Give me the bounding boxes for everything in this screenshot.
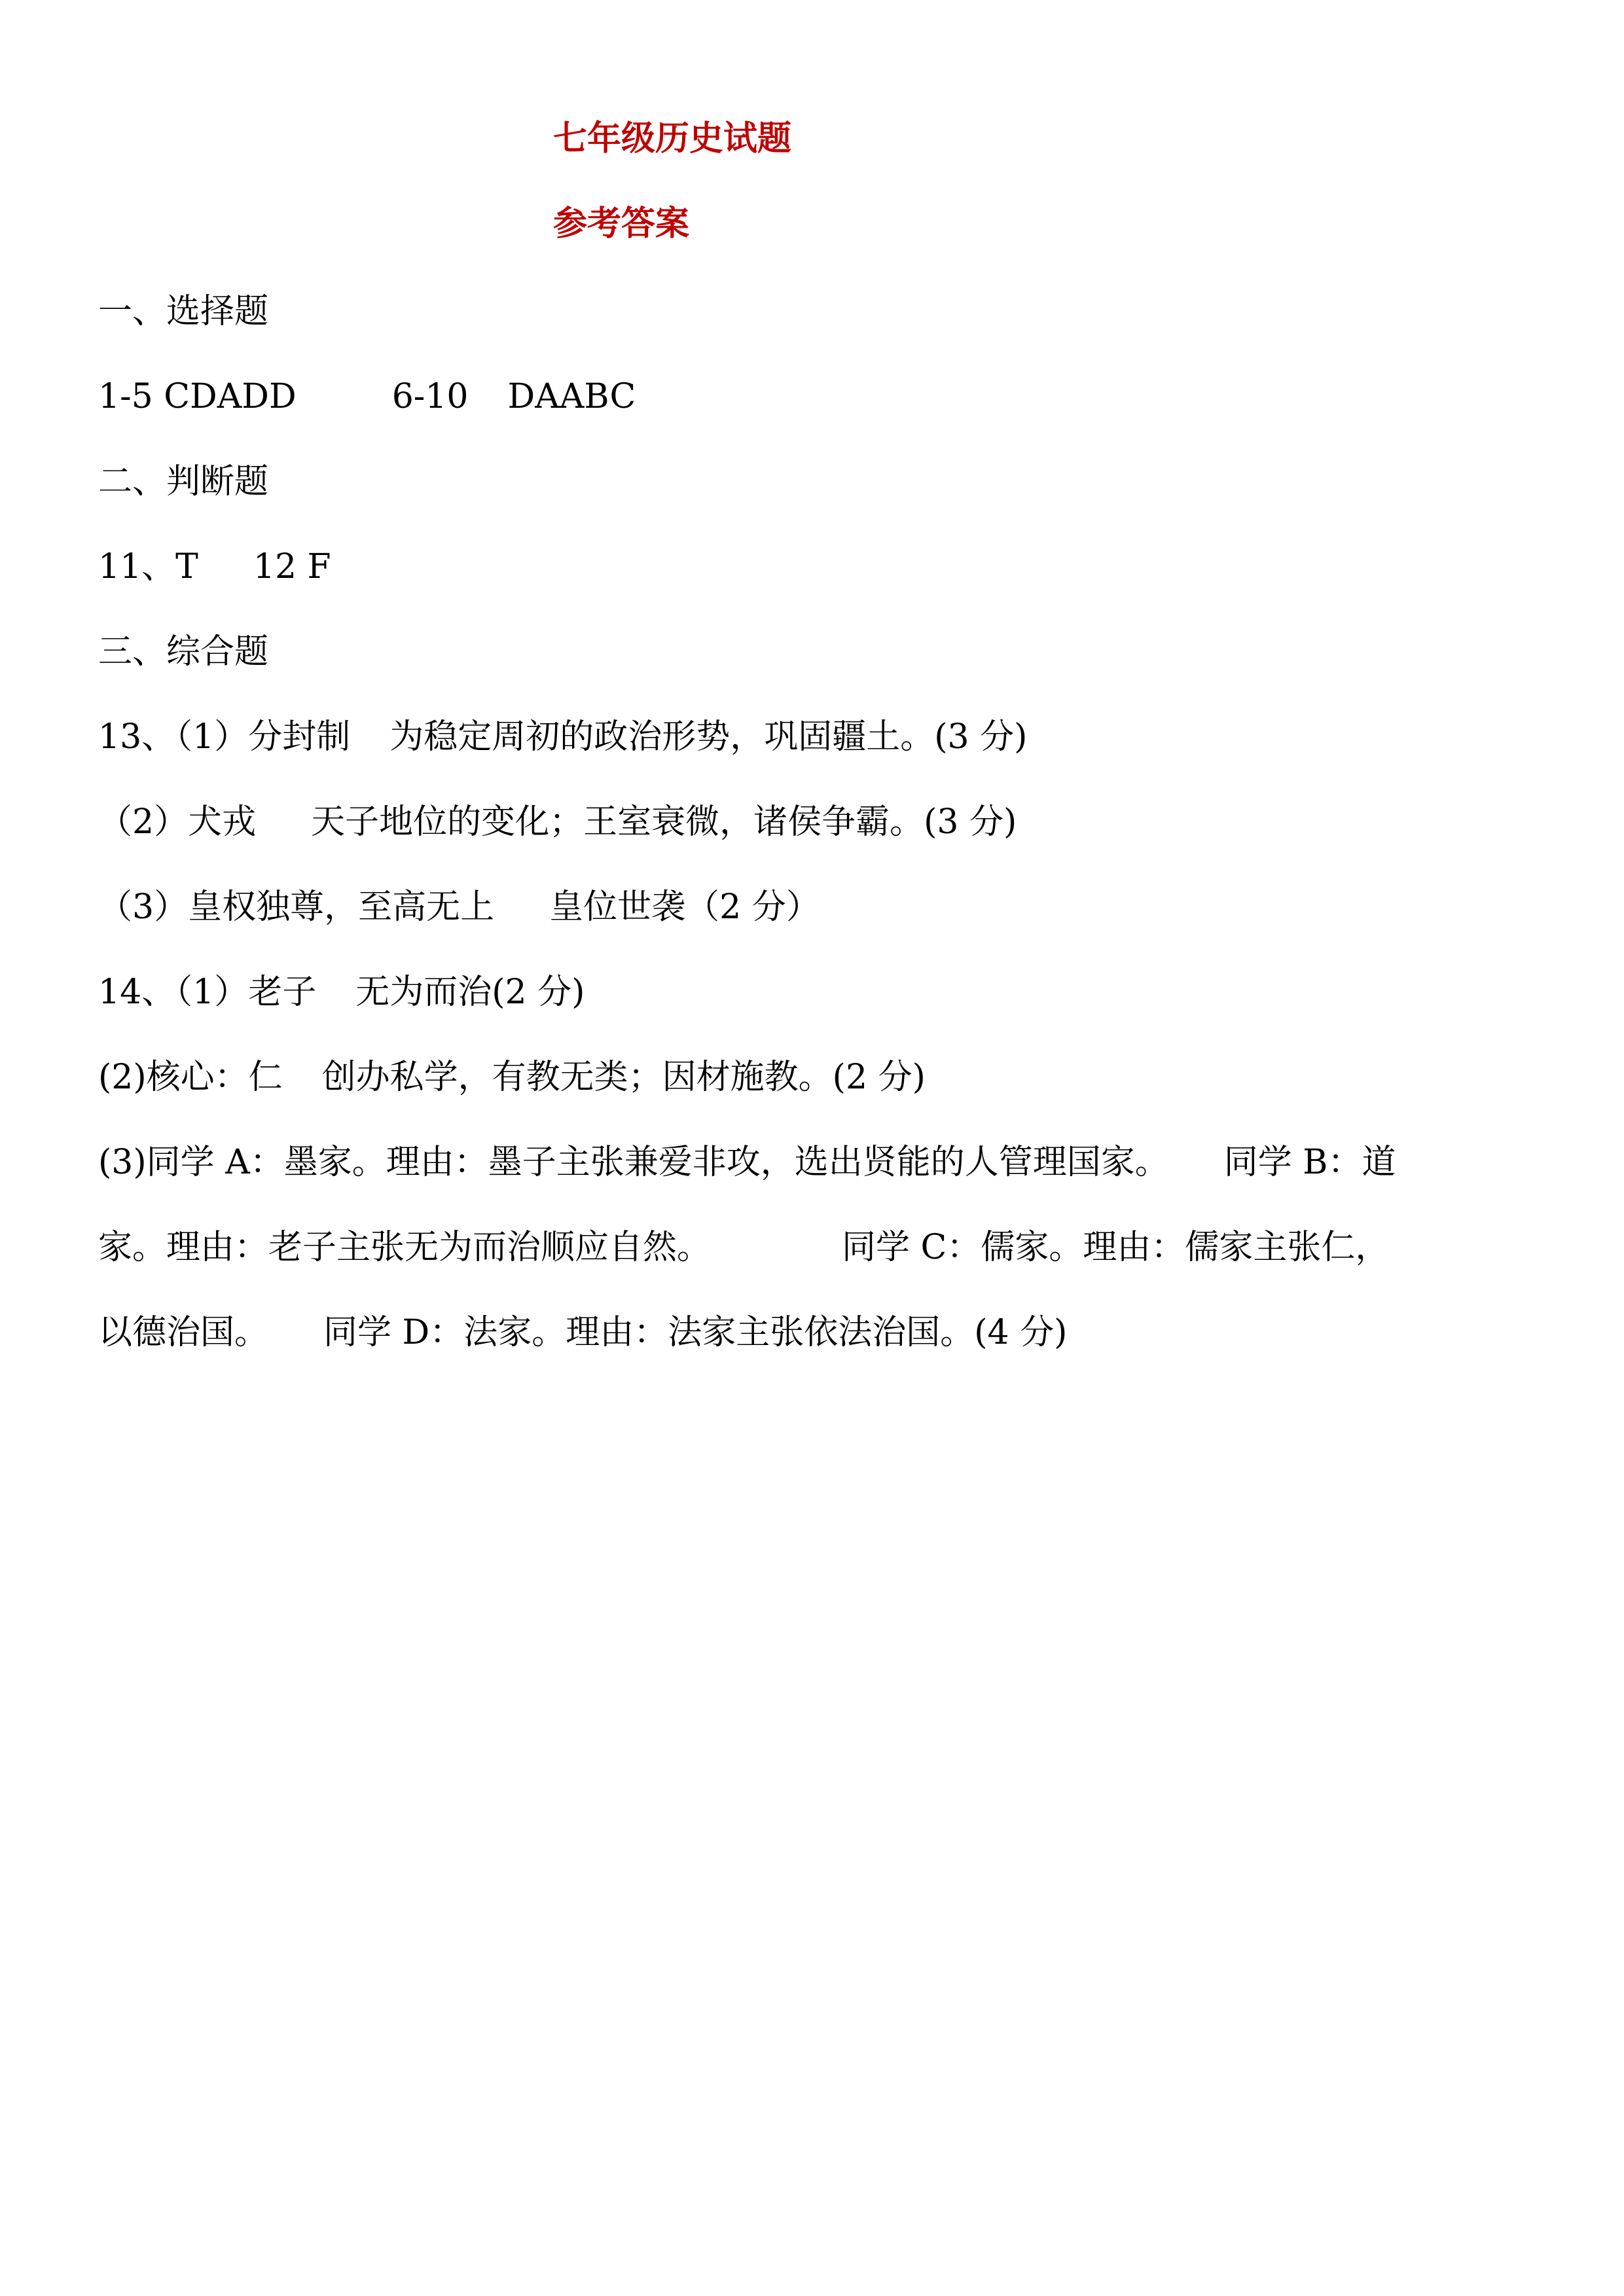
- q13-part1-answer: 13、（1）分封制: [98, 717, 351, 757]
- section-heading-judgment: 二、判断题: [98, 462, 269, 501]
- section-heading-choice: 一、选择题: [98, 292, 269, 331]
- q14-part1-answer: 14、（1）老子: [98, 973, 317, 1012]
- q13-part2-reason: 天子地位的变化；王室衰微，诸侯争霸。(3 分): [311, 802, 1017, 842]
- q13-part1: [98, 717, 1028, 757]
- choice-answers-6-10: DAABC: [507, 377, 636, 416]
- q13-part1-reason: 为稳定周初的政治形势，巩固疆土。(3 分): [389, 717, 1028, 757]
- q14-part3-line3: [98, 1313, 1068, 1352]
- judgment-answer-12: 12 F: [253, 547, 331, 586]
- q13-part3: [98, 888, 820, 927]
- q14-student-c: 同学 C：儒家。理由：儒家主张仁，: [842, 1228, 1390, 1267]
- q14-student-d: 同学 D：法家。理由：法家主张依法治国。(4 分): [323, 1313, 1068, 1352]
- q13-part2-answer: （2）犬戎: [98, 802, 257, 842]
- q14-student-a: (3)同学 A：墨家。理由：墨子主张兼爱非攻，选出贤能的人管理国家。: [98, 1143, 1169, 1182]
- q14-part2: [98, 1058, 926, 1097]
- choice-answers-1-5: 1-5 CDADD: [98, 377, 297, 416]
- q14-student-b-end: 家。理由：老子主张无为而治顺应自然。: [98, 1228, 712, 1267]
- q14-student-b-start: 同学 B：道: [1223, 1143, 1396, 1182]
- judgment-answers-row: [98, 547, 331, 586]
- q14-part3-line2: [98, 1230, 1389, 1265]
- q14-student-c-end: 以德治国。: [98, 1313, 269, 1352]
- q14-part3-line1: [98, 1143, 1396, 1182]
- judgment-answer-11: 11、T: [98, 547, 198, 586]
- page-subtitle: 参考答案: [553, 204, 690, 243]
- q14-part2-reason: 创办私学，有教无类；因材施教。(2 分): [321, 1058, 926, 1097]
- q14-part1: [98, 973, 585, 1012]
- q13-part2: [98, 802, 1017, 842]
- q14-part1-reason: 无为而治(2 分): [355, 973, 585, 1012]
- q14-part2-answer: (2)核心：仁: [98, 1058, 283, 1097]
- section-heading-comprehensive: 三、综合题: [98, 632, 269, 672]
- page-title: 七年级历史试题: [553, 119, 792, 158]
- choice-answers-6-10-label: 6-10: [391, 377, 469, 416]
- q13-part3-answer: （3）皇权独尊，至高无上: [98, 888, 495, 927]
- q13-part3-reason: 皇位世袭（2 分）: [549, 888, 820, 927]
- choice-answers-row: [98, 377, 636, 416]
